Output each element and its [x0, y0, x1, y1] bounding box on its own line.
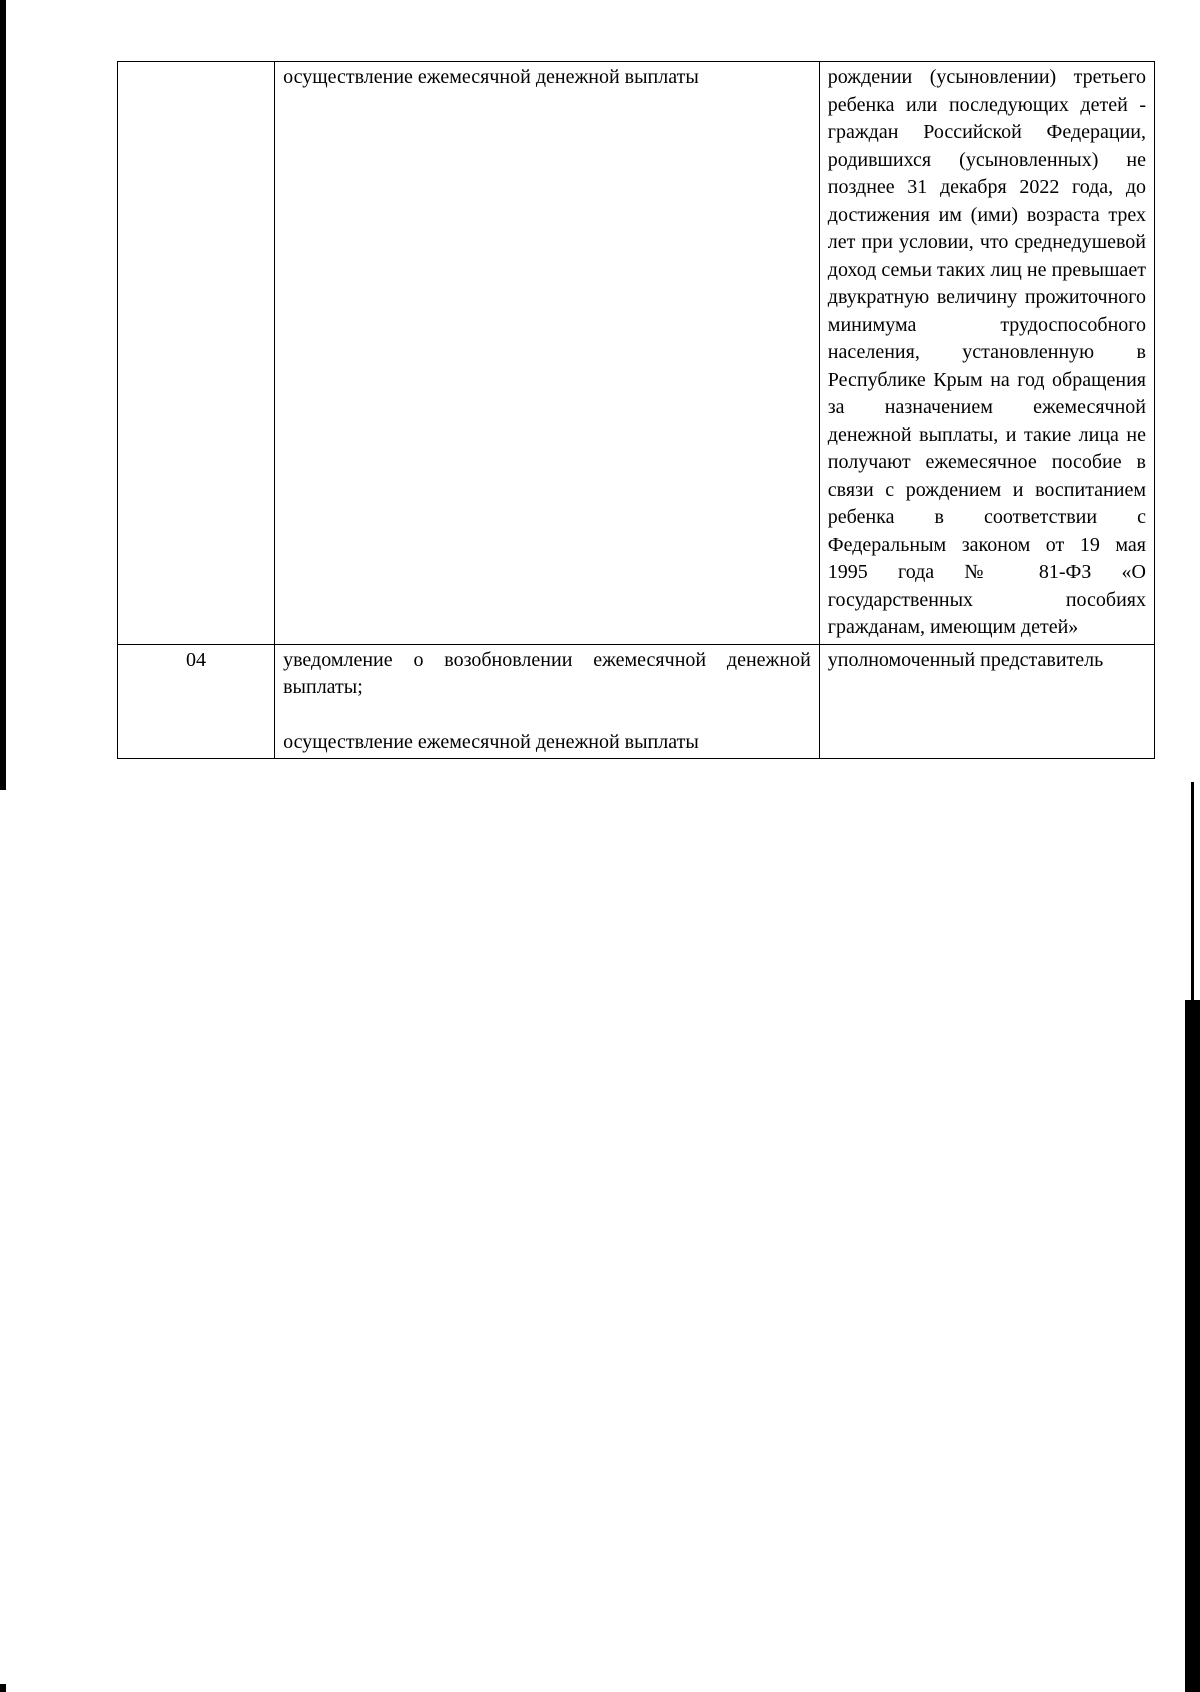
action-text-notification: уведомление о возобновлении ежемесячной денежной выплаты;: [283, 648, 811, 698]
scan-edge-right: [1185, 1000, 1200, 1692]
table-row: [118, 644, 1155, 759]
table-row: [118, 62, 1155, 645]
paragraph-gap: [283, 702, 811, 729]
code-cell: 04: [118, 644, 275, 759]
recipient-cell: уполномоченный представитель: [819, 644, 1154, 759]
scan-speck: [0, 1684, 6, 1692]
action-text-payment: осуществление ежемесячной денежной выплаты: [283, 730, 699, 753]
action-cell: [275, 644, 820, 759]
recipient-cell: рождении (усыновлении) третьего ребенка или последующих детей - граждан Российской Федерации, родившихся (усыновленных) не позднее 31 декабря 2022 года, до достижения им (ими) возраста трех лет при условии, что среднедушевой доход семьи таких лиц не превышает двукратную величину прожиточного минимума трудоспособного населения, установленную в Республике Крым на год обращения за назначением ежемесячной денежной выплаты, и такие лица не получают ежемесячное пособие в связи с рождением и воспитанием ребенка в соответствии с Федеральным законом от 19 мая 1995 года № 81-ФЗ «О государственных пособиях гражданам, имеющим детей»: [819, 62, 1154, 645]
document-table: [117, 61, 1155, 759]
scan-edge-right-thin: [1191, 782, 1194, 1002]
action-cell: осуществление ежемесячной денежной выплаты: [275, 62, 820, 645]
code-cell: [118, 62, 275, 645]
scan-edge-left: [0, 0, 6, 790]
